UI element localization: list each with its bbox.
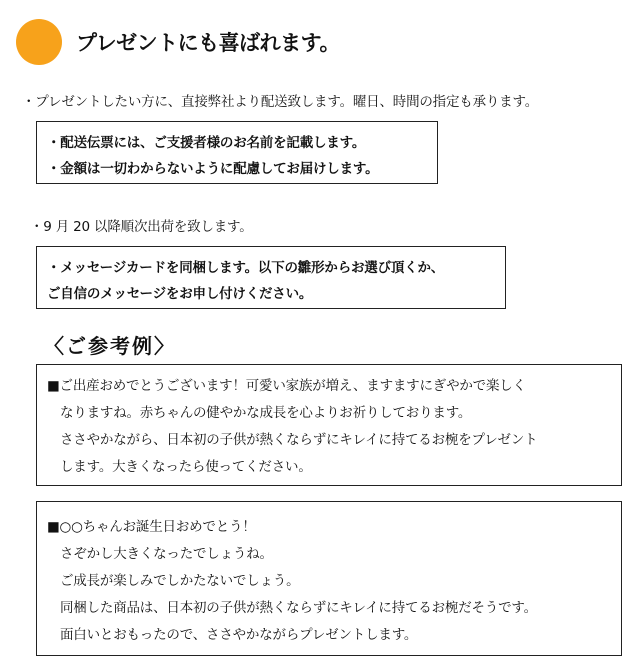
- orange-circle-icon: [16, 19, 62, 65]
- example-box-birthday: [36, 501, 622, 656]
- example-line: 面白いとおもったので、ささやかながらプレゼントします。: [60, 627, 418, 643]
- page-title: プレゼントにも喜ばれます。: [76, 31, 340, 55]
- notice-box-message-card: [36, 246, 506, 309]
- example-line: ■○○ちゃんお誕生日おめでとう！: [47, 519, 256, 535]
- example-line: します。大きくなったら使ってください。: [60, 459, 312, 475]
- notice-line: ・金額は一切わからないように配慮してお届けします。: [47, 161, 379, 177]
- example-line: ささやかながら、日本初の子供が熱くならずにキレイに持てるお椀をプレゼント: [60, 432, 538, 448]
- example-line: ■ご出産おめでとうございます！可愛い家族が増え、ますますにぎやかで楽しく: [47, 378, 526, 394]
- notice-line: ・配送伝票には、ご支援者様のお名前を記載します。: [47, 135, 366, 151]
- example-line: ご成長が楽しみでしかたないでしょう。: [60, 573, 300, 589]
- shipping-date-text: ・9 月 20 以降順次出荷を致します。: [30, 219, 253, 235]
- notice-box-shipping: [36, 121, 438, 184]
- example-line: 同梱した商品は、日本初の子供が熱くならずにキレイに持てるお椀だそうです。: [60, 600, 537, 616]
- example-line: さぞかし大きくなったでしょうね。: [60, 546, 273, 562]
- intro-text: ・プレゼントしたい方に、直接弊社より配送致します。曜日、時間の指定も承ります。: [22, 94, 538, 110]
- notice-line: ご自信のメッセージをお申し付けください。: [47, 286, 313, 302]
- example-box-birth: [36, 364, 622, 486]
- examples-heading: 〈ご参考例〉: [44, 334, 176, 358]
- example-line: なりますね。赤ちゃんの健やかな成長を心よりお祈りしております。: [60, 405, 472, 421]
- notice-line: ・メッセージカードを同梱します。以下の雛形からお選び頂くか、: [47, 260, 445, 276]
